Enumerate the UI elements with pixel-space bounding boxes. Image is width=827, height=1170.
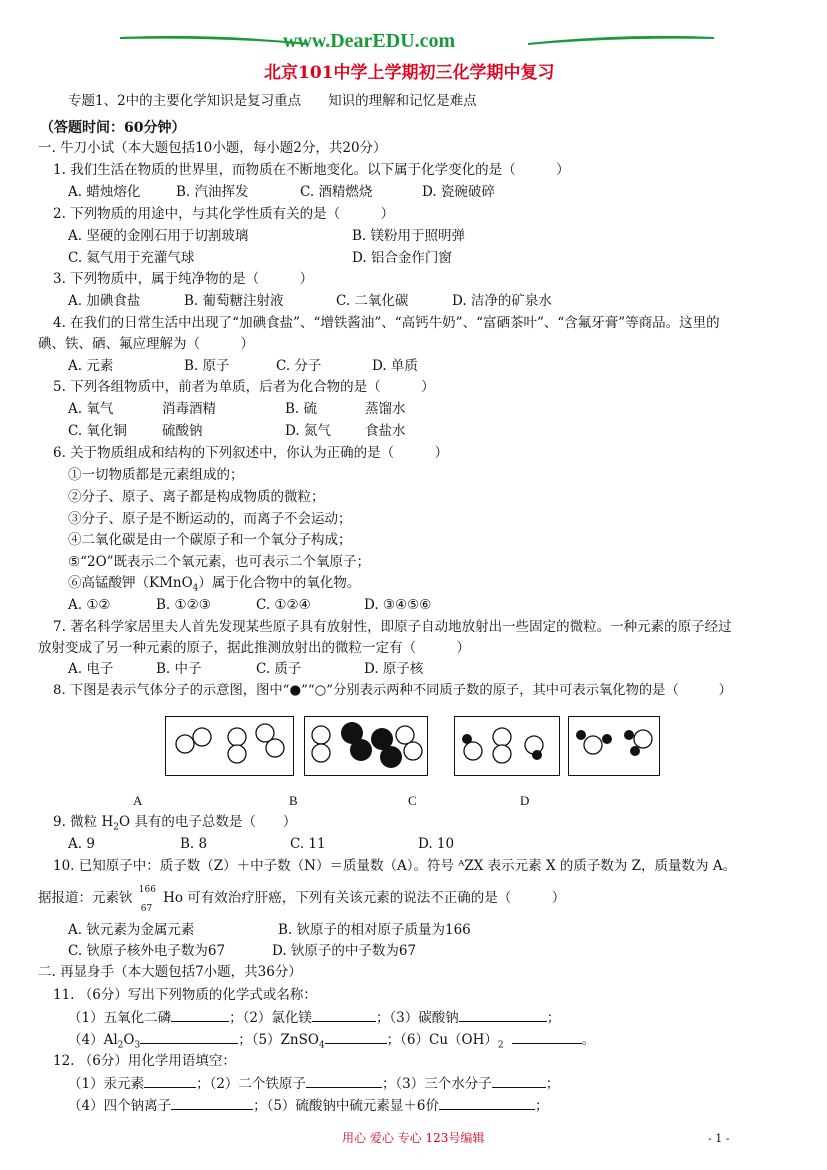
- q1-option-c: C. 酒精燃烧: [300, 184, 373, 200]
- q1-option-b: B. 汽油挥发: [176, 184, 249, 200]
- q11-item1: （1）五氧化二磷: [68, 1010, 172, 1026]
- q1-option-d: D. 瓷碗破碎: [422, 184, 495, 200]
- q6-s6-a: ⑥高锰酸钾（KMnO: [68, 575, 193, 591]
- q8-molecules-c: [455, 717, 559, 775]
- q10-option-b: B. 钬原子的相对原子质量为166: [278, 922, 471, 938]
- q11-item3: ；（3）碳酸钠: [375, 1010, 459, 1026]
- q6-stem: 6. 关于物质组成和结构的下列叙述中，你认为正确的是（ ）: [53, 445, 449, 461]
- q11-row2-end: 。: [581, 1032, 596, 1048]
- q11-row1-end: ；: [546, 1010, 561, 1026]
- q6-option-a: A. ①②: [68, 597, 111, 613]
- section2-heading: 二. 再显身手（本大题包括7小题，共36分）: [38, 964, 302, 980]
- q4-option-b: B. 原子: [184, 358, 230, 374]
- q9-option-d: D. 10: [418, 836, 455, 852]
- q5-option-a-2: 消毒酒精: [162, 401, 216, 417]
- q8-molecules-d: [569, 717, 659, 775]
- q11-blank2[interactable]: [312, 1008, 376, 1022]
- swoosh-right: [528, 37, 714, 44]
- q11-row1: [68, 1008, 560, 1027]
- intro-text: 专题1、2中的主要化学知识是复习重点 知识的理解和记忆是难点: [68, 93, 477, 109]
- q10-option-a: A. 钬元素为金属元素: [68, 922, 195, 938]
- q4-option-d: D. 单质: [372, 358, 418, 374]
- q5-option-c: C. 氧化铜: [68, 423, 127, 439]
- q9-stem-b: O 具有的电子总数是（ ）: [118, 814, 297, 830]
- q12-item2: ；（2）二个铁原子: [196, 1076, 306, 1092]
- q3-option-d: D. 洁净的矿泉水: [452, 293, 552, 309]
- page-number: - 1 -: [708, 1132, 730, 1145]
- q12-item4: （4）四个钠离子: [68, 1098, 172, 1114]
- q12-blank4[interactable]: [171, 1096, 253, 1110]
- q10-atomic-number: 67: [140, 903, 153, 914]
- q10-stem-line2: [38, 884, 566, 914]
- site-logo: www.DearEDU.com: [283, 30, 456, 52]
- q10-mass-number: 166: [138, 884, 156, 895]
- q5-stem: 5. 下列各组物质中，前者为单质，后者为化合物的是（ ）: [53, 379, 435, 395]
- q6-s6-b: ）属于化合物中的氧化物。: [198, 575, 361, 591]
- q6-statement-2: ②分子、原子、离子都是构成物质的微粒；: [68, 489, 325, 505]
- q11-item4: （4）Al: [68, 1032, 118, 1048]
- q3-option-b: B. 葡萄糖注射液: [184, 293, 284, 309]
- q10-option-d: D. 钬原子的中子数为67: [272, 943, 417, 959]
- footer-credit: 用心 爱心 专心 123号编辑: [342, 1131, 485, 1145]
- q3-option-c: C. 二氧化碳: [336, 293, 409, 309]
- q6-statement-4: ④二氧化碳是由一个碳原子和一个氧分子构成；: [68, 532, 352, 548]
- q5-option-b: B. 硫: [285, 401, 318, 417]
- q9-stem: [53, 813, 296, 837]
- q11-sub-4: 4: [318, 1040, 325, 1051]
- q6-option-b: B. ①②③: [156, 597, 211, 613]
- q9-stem-a: 9. 微粒 H: [53, 814, 114, 830]
- q5-option-a: A. 氧气: [68, 401, 114, 417]
- q5-option-c-2: 硫酸钠: [162, 423, 203, 439]
- q8-label-c: C: [408, 793, 417, 808]
- q10-stem: 10. 已知原子中：质子数（Z）＋中子数（N）＝质量数（A）。符号 ᴬZX 表示元素 X 的质子数为 Z，质量数为 A。: [53, 858, 737, 874]
- q11-item4-o: O: [123, 1032, 135, 1048]
- q11-item5: ；（5）ZnSO: [238, 1032, 319, 1048]
- q6-statement-5: ⑤“2O”既表示二个氧元素，也可表示二个氧原子；: [68, 554, 371, 570]
- q8-stem: 8. 下图是表示气体分子的示意图，图中“●”“○”分别表示两种不同质子数的原子，其中可表示氧化物的是（ ）: [53, 683, 732, 698]
- q11-blank6[interactable]: [512, 1030, 582, 1044]
- q10-option-c: C. 钬原子核外电子数为67: [68, 943, 226, 959]
- q10-isotope: [137, 884, 159, 914]
- q2-stem: 2. 下列物质的用途中，与其化学性质有关的是（ ）: [53, 206, 395, 222]
- q12-blank3[interactable]: [492, 1074, 546, 1088]
- q10-stem2-a: 据报道：元素钬: [38, 890, 133, 906]
- q4-stem-line1: 4. 在我们的日常生活中出现了“加碘食盐”、“增铁酱油”、“高钙牛奶”、“富硒茶叶”、“含氟牙膏”等商品。这里的: [53, 315, 720, 331]
- q2-option-b: B. 镁粉用于照明弹: [352, 228, 466, 244]
- q7-option-b: B. 中子: [156, 661, 202, 677]
- q2-option-d: D. 铝合金作门窗: [352, 250, 452, 266]
- q6-statement-1: ①一切物质都是元素组成的；: [68, 467, 244, 483]
- q12-row1: [68, 1074, 559, 1093]
- q8-label-d: D: [520, 793, 530, 808]
- q7-stem-line2: 放射变成了另一种元素的原子，据此推测放射出的微粒一定有（ ）: [38, 640, 470, 656]
- q12-stem: 12. （6分）用化学用语填空：: [53, 1053, 236, 1069]
- q7-option-c: C. 质子: [256, 661, 302, 677]
- q7-option-d: D. 原子核: [364, 661, 424, 677]
- q6-statement-6: [68, 574, 360, 598]
- q12-blank5[interactable]: [439, 1096, 535, 1110]
- q9-option-c: C. 11: [290, 836, 326, 852]
- q12-blank2[interactable]: [306, 1074, 382, 1088]
- q11-blank5[interactable]: [325, 1030, 387, 1044]
- q4-stem-line2: 碘、铁、硒、氟应理解为（ ）: [38, 336, 254, 352]
- q7-stem-line1: 7. 著名科学家居里夫人首先发现某些原子具有放射性，即原子自动地放射出一些固定的微粒。一种元素的原子经过: [53, 619, 732, 635]
- q12-item5: ；（5）硫酸钠中硫元素显＋6价: [253, 1098, 440, 1114]
- q9-sub: 2: [113, 822, 119, 833]
- q8-label-b: B: [289, 793, 298, 808]
- q4-option-c: C. 分子: [276, 358, 322, 374]
- q11-stem: 11. （6分）写出下列物质的化学式或名称：: [53, 987, 317, 1003]
- time-note: （答题时间：60分钟）: [40, 120, 186, 136]
- q11-blank3[interactable]: [459, 1008, 547, 1022]
- q7-option-a: A. 电子: [68, 661, 114, 677]
- q12-item1: （1）汞元素: [68, 1076, 145, 1092]
- q8-box-a: [165, 716, 294, 776]
- q8-box-d: [568, 716, 660, 776]
- q2-option-c: C. 氦气用于充灌气球: [68, 250, 195, 266]
- q11-sub-2b: 2: [497, 1040, 504, 1051]
- q1-option-a: A. 蜡烛熔化: [68, 184, 141, 200]
- q1-stem: 1. 我们生活在物质的世界里，而物质在不断地变化。以下属于化学变化的是（ ）: [53, 162, 570, 178]
- q8-molecules-b: [305, 717, 427, 775]
- q6-s6-sub: 4: [192, 583, 199, 594]
- q11-sub-2: 2: [117, 1040, 124, 1051]
- q4-option-a: A. 元素: [68, 358, 114, 374]
- q8-box-c: [454, 716, 560, 776]
- q12-row2-end: ；: [535, 1098, 549, 1114]
- q6-option-d: D. ③④⑤⑥: [364, 597, 432, 613]
- q3-option-a: A. 加碘食盐: [68, 293, 141, 309]
- q11-row2: [68, 1030, 595, 1055]
- q11-sub-3: 3: [134, 1040, 141, 1051]
- q11-blank4[interactable]: [140, 1030, 238, 1044]
- section1-heading: 一. 牛刀小试（本大题包括10小题，每小题2分，共20分）: [38, 140, 387, 156]
- swoosh-left: [120, 37, 308, 44]
- q12-item3: ；（3）三个水分子: [381, 1076, 492, 1092]
- q12-row2: [68, 1096, 549, 1115]
- q2-option-a: A. 坚硬的金刚石用于切割玻璃: [68, 228, 249, 244]
- q8-molecules-a: [166, 717, 293, 775]
- q9-option-b: B. 8: [180, 836, 208, 852]
- q11-item2: ；（2）氯化镁: [229, 1010, 312, 1026]
- q11-blank1[interactable]: [171, 1008, 229, 1022]
- q6-statement-3: ③分子、原子是不断运动的，而离子不会运动；: [68, 511, 352, 527]
- q8-label-a: A: [133, 793, 143, 808]
- q12-row1-end: ；: [545, 1076, 560, 1092]
- q8-box-b: [304, 716, 428, 776]
- q3-stem: 3. 下列物质中，属于纯净物的是（ ）: [53, 271, 314, 287]
- q12-blank1[interactable]: [144, 1074, 196, 1088]
- q5-option-d: D. 氮气: [285, 423, 331, 439]
- q6-option-c: C. ①②④: [256, 597, 311, 613]
- q5-option-d-2: 食盐水: [365, 423, 406, 439]
- page-title: 北京101中学上学期初三化学期中复习: [264, 63, 555, 83]
- q11-item6: ；（6）Cu（OH）: [386, 1032, 498, 1048]
- q5-option-b-2: 蒸馏水: [365, 401, 406, 417]
- q10-stem2-b: Ho 可有效治疗肝癌，下列有关该元素的说法不正确的是（ ）: [163, 890, 566, 906]
- q9-option-a: A. 9: [68, 836, 95, 852]
